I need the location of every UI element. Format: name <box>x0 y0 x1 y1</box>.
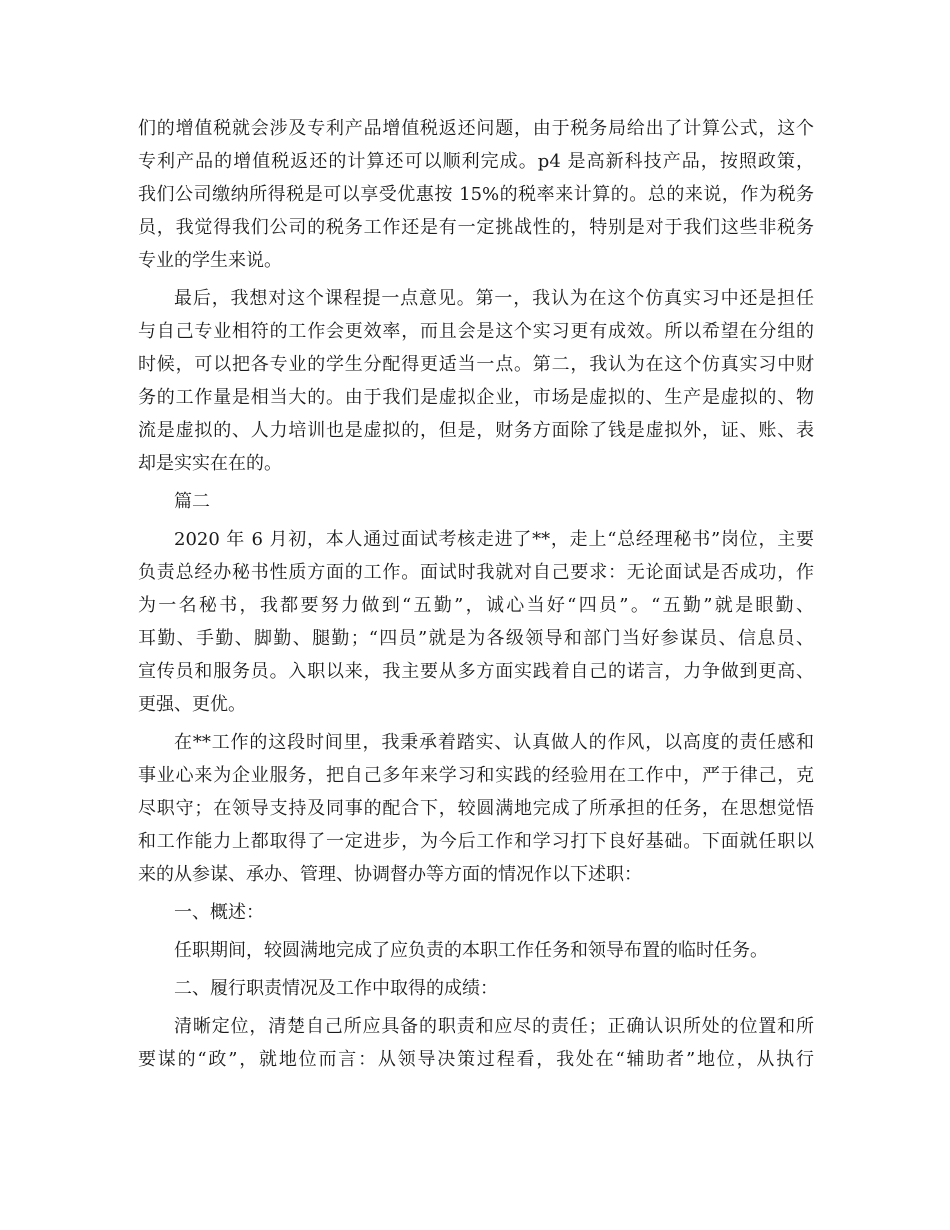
section-heading: 篇二 <box>174 491 210 512</box>
text-line: 与自己专业相符的工作会更效率，而且会是这个实习更有成效。所以希望在分组的 <box>138 321 814 342</box>
text-line: 们的增值税就会涉及专利产品增值税返还问题，由于税务局给出了计算公式，这个 <box>138 118 814 139</box>
text-line: 员，我觉得我们公司的税务工作还是有一定挑战性的，特别是对于我们这些非税务 <box>138 217 814 238</box>
text-line: 耳勤、手勤、脚勤、腿勤；“四员”就是为各级领导和部门当好参谋员、信息员、 <box>138 628 814 649</box>
section-heading: 一、概述： <box>174 902 264 923</box>
text-line: 为一名秘书，我都要努力做到“五勤”，诚心当好“四员”。“五勤”就是眼勤、 <box>138 595 814 616</box>
text-line: 专业的学生来说。 <box>138 250 282 271</box>
document-body <box>138 112 814 1076</box>
text-line: 专利产品的增值税返还的计算还可以顺利完成。p4 是高新科技产品，按照政策， <box>138 151 814 172</box>
text-line: 却是实实在在的。 <box>138 453 282 474</box>
text-line: 要谋的“政”，就地位而言：从领导决策过程看，我处在“辅助者”地位，从执行 <box>138 1049 814 1070</box>
text-line: 流是虚拟的、人力培训也是虚拟的，但是，财务方面除了钱是虚拟外，证、账、表 <box>138 420 814 441</box>
text-line: 在**工作的这段时间里，我秉承着踏实、认真做人的作风，以高度的责任感和 <box>174 732 814 753</box>
text-line: 和工作能力上都取得了一定进步，为今后工作和学习打下良好基础。下面就任职以 <box>138 831 814 852</box>
text-line: 更强、更优。 <box>138 694 246 715</box>
text-line: 最后，我想对这个课程提一点意见。第一，我认为在这个仿真实习中还是担任 <box>174 288 814 309</box>
section-heading: 二、履行职责情况及工作中取得的成绩： <box>174 978 498 999</box>
text-line: 宣传员和服务员。入职以来，我主要从多方面实践着自己的诺言，力争做到更高、 <box>138 661 814 682</box>
text-line: 来的从参谋、承办、管理、协调督办等方面的情况作以下述职： <box>138 864 642 885</box>
text-line: 时候，可以把各专业的学生分配得更适当一点。第二，我认为在这个仿真实习中财 <box>138 354 814 375</box>
text-line: 务的工作量是相当大的。由于我们是虚拟企业，市场是虚拟的、生产是虚拟的、物 <box>138 387 814 408</box>
text-line: 2020 年 6 月初，本人通过面试考核走进了**，走上“总经理秘书”岗位，主要 <box>174 529 814 550</box>
text-line: 清晰定位，清楚自己所应具备的职责和应尽的责任；正确认识所处的位置和所 <box>174 1016 814 1037</box>
text-line: 尽职守；在领导支持及同事的配合下，较圆满地完成了所承担的任务，在思想觉悟 <box>138 798 814 819</box>
text-line: 负责总经办秘书性质方面的工作。面试时我就对自己要求：无论面试是否成功，作 <box>138 562 814 583</box>
text-line: 任职期间，较圆满地完成了应负责的本职工作任务和领导布置的临时任务。 <box>174 940 768 961</box>
text-line: 我们公司缴纳所得税是可以享受优惠按 15%的税率来计算的。总的来说，作为税务 <box>138 184 814 205</box>
text-line: 事业心来为企业服务，把自己多年来学习和实践的经验用在工作中，严于律己，克 <box>138 765 814 786</box>
